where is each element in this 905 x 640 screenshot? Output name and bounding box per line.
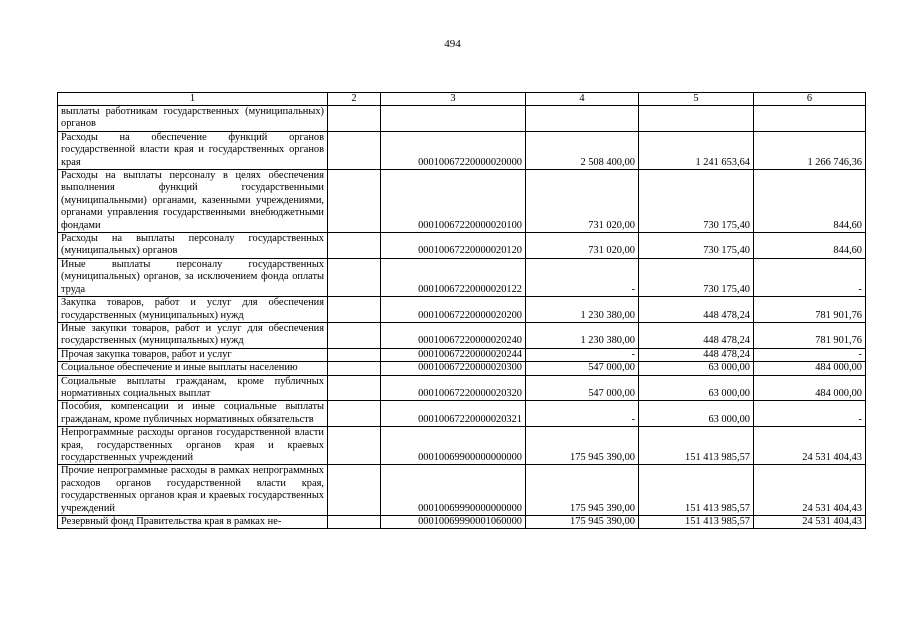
row-value-col5: 448 478,24 <box>639 297 754 323</box>
table-row <box>58 362 866 375</box>
row-value-col6: - <box>754 401 866 427</box>
row-value-col6: 24 531 404,43 <box>754 516 866 529</box>
row-value-col5: 1 241 653,64 <box>639 131 754 169</box>
row-name-cell: Резервный фонд Правительства края в рамках не- <box>58 516 328 529</box>
row-value-col5: 730 175,40 <box>639 258 754 296</box>
row-value-col5: 151 413 985,57 <box>639 465 754 516</box>
row-name-cell: Непрограммные расходы органов государственной власти края, государственных органов края и краевых государственных учреждений <box>58 427 328 465</box>
row-code-cell: 00010067220000020120 <box>381 233 526 259</box>
row-name-cell: Социальные выплаты гражданам, кроме публичных нормативных социальных выплат <box>58 375 328 401</box>
row-empty-cell <box>328 233 381 259</box>
table-row <box>58 516 866 529</box>
table-row <box>58 258 866 296</box>
row-value-col5: 63 000,00 <box>639 362 754 375</box>
row-code-cell: 00010067220000020200 <box>381 297 526 323</box>
table-row <box>58 348 866 361</box>
row-name-cell: выплаты работникам государственных (муниципальных) органов <box>58 106 328 132</box>
row-value-col4: 175 945 390,00 <box>526 516 639 529</box>
row-value-col6: 484 000,00 <box>754 375 866 401</box>
table-row <box>58 375 866 401</box>
row-code-cell: 00010067220000020321 <box>381 401 526 427</box>
row-empty-cell <box>328 297 381 323</box>
row-value-col5: 448 478,24 <box>639 322 754 348</box>
row-value-col4: 175 945 390,00 <box>526 427 639 465</box>
column-number: 5 <box>639 93 754 106</box>
row-empty-cell <box>328 322 381 348</box>
row-empty-cell <box>328 258 381 296</box>
row-empty-cell <box>328 375 381 401</box>
row-value-col5: 448 478,24 <box>639 348 754 361</box>
row-value-col6 <box>754 106 866 132</box>
table-row <box>58 427 866 465</box>
row-name-cell: Прочие непрограммные расходы в рамках непрограммных расходов органов государственной власти края, государственных органов края и краевых государственных учреждений <box>58 465 328 516</box>
row-code-cell: 00010067220000020240 <box>381 322 526 348</box>
row-empty-cell <box>328 106 381 132</box>
table-row <box>58 465 866 516</box>
row-value-col6: 484 000,00 <box>754 362 866 375</box>
row-value-col5: 63 000,00 <box>639 375 754 401</box>
row-code-cell: 00010067220000020100 <box>381 170 526 233</box>
row-code-cell: 00010069900000000000 <box>381 427 526 465</box>
row-code-cell: 00010067220000020300 <box>381 362 526 375</box>
row-empty-cell <box>328 170 381 233</box>
column-number-row <box>58 93 866 106</box>
row-value-col5: 63 000,00 <box>639 401 754 427</box>
row-value-col5 <box>639 106 754 132</box>
row-value-col6: 844,60 <box>754 170 866 233</box>
row-value-col4: 547 000,00 <box>526 362 639 375</box>
row-value-col5: 730 175,40 <box>639 233 754 259</box>
row-name-cell: Расходы на выплаты персоналу в целях обеспечения выполнения функций государственными (муниципальными) органами, казенными учреждениями, органами управления государственными внебюджетными фондами <box>58 170 328 233</box>
row-name-cell: Расходы на выплаты персоналу государственных (муниципальных) органов <box>58 233 328 259</box>
row-value-col6: 24 531 404,43 <box>754 465 866 516</box>
row-value-col4: 1 230 380,00 <box>526 297 639 323</box>
row-code-cell: 00010067220000020320 <box>381 375 526 401</box>
row-value-col6: 781 901,76 <box>754 297 866 323</box>
budget-table <box>57 92 866 529</box>
row-value-col6: 781 901,76 <box>754 322 866 348</box>
row-value-col6: 1 266 746,36 <box>754 131 866 169</box>
row-empty-cell <box>328 362 381 375</box>
row-name-cell: Иные закупки товаров, работ и услуг для обеспечения государственных (муниципальных) нужд <box>58 322 328 348</box>
row-empty-cell <box>328 427 381 465</box>
table-row <box>58 322 866 348</box>
row-value-col4: - <box>526 258 639 296</box>
row-code-cell: 00010067220000020000 <box>381 131 526 169</box>
row-value-col6: 24 531 404,43 <box>754 427 866 465</box>
row-name-cell: Закупка товаров, работ и услуг для обеспечения государственных (муниципальных) нужд <box>58 297 328 323</box>
row-value-col6: - <box>754 258 866 296</box>
row-code-cell <box>381 106 526 132</box>
row-value-col5: 151 413 985,57 <box>639 427 754 465</box>
row-code-cell: 00010069990000000000 <box>381 465 526 516</box>
column-number: 1 <box>58 93 328 106</box>
row-name-cell: Прочая закупка товаров, работ и услуг <box>58 348 328 361</box>
row-empty-cell <box>328 401 381 427</box>
row-code-cell: 00010069990001060000 <box>381 516 526 529</box>
row-empty-cell <box>328 348 381 361</box>
row-value-col4: - <box>526 401 639 427</box>
row-code-cell: 00010067220000020122 <box>381 258 526 296</box>
row-value-col6: - <box>754 348 866 361</box>
column-number: 3 <box>381 93 526 106</box>
table-row <box>58 106 866 132</box>
row-value-col4 <box>526 106 639 132</box>
row-value-col4: - <box>526 348 639 361</box>
row-name-cell: Пособия, компенсации и иные социальные выплаты гражданам, кроме публичных нормативных обязательств <box>58 401 328 427</box>
row-value-col4: 731 020,00 <box>526 233 639 259</box>
row-name-cell: Расходы на обеспечение функций органов государственной власти края и государственных органов края <box>58 131 328 169</box>
row-name-cell: Социальное обеспечение и иные выплаты населению <box>58 362 328 375</box>
table-row <box>58 297 866 323</box>
row-value-col5: 151 413 985,57 <box>639 516 754 529</box>
row-value-col4: 1 230 380,00 <box>526 322 639 348</box>
row-empty-cell <box>328 465 381 516</box>
table-row <box>58 233 866 259</box>
row-value-col4: 547 000,00 <box>526 375 639 401</box>
row-value-col4: 731 020,00 <box>526 170 639 233</box>
row-value-col6: 844,60 <box>754 233 866 259</box>
column-number: 2 <box>328 93 381 106</box>
page-number: 494 <box>444 38 461 50</box>
table-row <box>58 131 866 169</box>
column-number: 4 <box>526 93 639 106</box>
table-row <box>58 170 866 233</box>
row-code-cell: 00010067220000020244 <box>381 348 526 361</box>
row-value-col5: 730 175,40 <box>639 170 754 233</box>
row-value-col4: 2 508 400,00 <box>526 131 639 169</box>
row-empty-cell <box>328 516 381 529</box>
column-number: 6 <box>754 93 866 106</box>
row-name-cell: Иные выплаты персоналу государственных (муниципальных) органов, за исключением фонда оплаты труда <box>58 258 328 296</box>
table-row <box>58 401 866 427</box>
row-empty-cell <box>328 131 381 169</box>
row-value-col4: 175 945 390,00 <box>526 465 639 516</box>
